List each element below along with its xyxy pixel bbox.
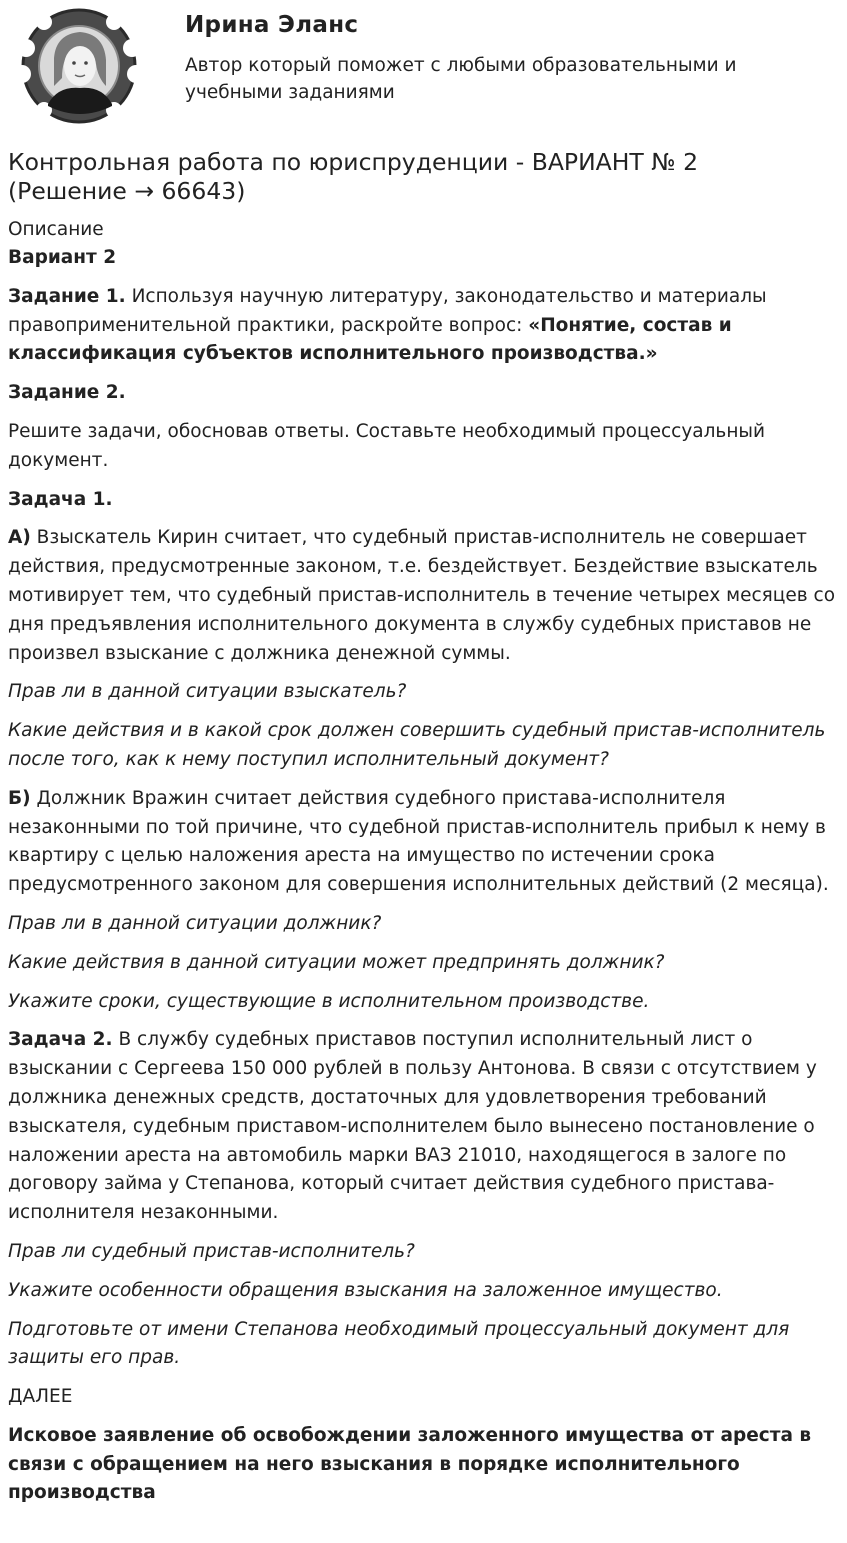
- problem-1-b-label: Б): [8, 787, 31, 809]
- problem-2-question-1: Прав ли судебный пристав-исполнитель?: [8, 1240, 415, 1262]
- problem-2-label: Задача 2.: [8, 1029, 113, 1051]
- problem-1-a-text: Взыскатель Кирин считает, что судебный пристав-исполнитель не совершает действия, предусмотренные законом, т.е. бездействует. Бездействие взыскатель мотивирует тем, что судебный пристав-исполнитель в течение четырех месяцев со дня предъявления исполнительного документа в службу судебных приставов не произвел взыскание с должника денежной суммы.: [8, 527, 836, 664]
- problem-2: [8, 1026, 840, 1228]
- film-reel-portrait-icon: [8, 8, 150, 126]
- author-name[interactable]: Ирина Эланс: [185, 12, 359, 38]
- title-line-1: Контрольная работа по юриспруденции - ВАРИАНТ № 2: [8, 148, 699, 176]
- author-card: [8, 8, 839, 130]
- task-1-label: Задание 1.: [8, 285, 126, 307]
- title-line-2: (Решение → 66643): [8, 177, 246, 205]
- problem-1-b-question-3: Укажите сроки, существующие в исполнительном производстве.: [8, 990, 650, 1012]
- next-label: ДАЛЕЕ: [8, 1386, 73, 1408]
- problem-2-question-3: Подготовьте от имени Степанова необходимый процессуальный документ для защиты его прав.: [8, 1318, 790, 1369]
- author-description: Автор который поможет с любыми образовательными и учебными заданиями: [185, 55, 737, 103]
- problem-1-b-question-2: Какие действия в данной ситуации может предпринять должник?: [8, 951, 665, 973]
- task-1: [8, 283, 840, 369]
- page-title: [8, 148, 828, 206]
- description-body: [8, 216, 840, 1518]
- task-2-label: Задание 2.: [8, 382, 126, 404]
- problem-1-b-text: Должник Вражин считает действия судебного пристава-исполнителя незаконными по той причине, что судебной пристав-исполнитель прибыл к нему в квартиру с целью наложения ареста на имущество по истечении срока предусмотренного законом для совершения исполнительных действий (2 месяца).: [8, 787, 829, 896]
- problem-1-b: [8, 785, 840, 900]
- task-1-topic: «Понятие, состав и классификация субъектов исполнительного производства.»: [8, 314, 732, 365]
- problem-1-a-question-1: Прав ли в данной ситуации взыскатель?: [8, 681, 407, 703]
- problem-1-a: [8, 524, 840, 668]
- problem-2-text: В службу судебных приставов поступил исполнительный лист о взыскании с Сергеева 150 000 рублей в пользу Антонова. В связи с отсутствием у должника денежных средств, достаточных для удовлетворения требований взыскателя, судебным приставом-исполнителем было вынесено постановление о наложении ареста на автомобиль марки ВАЗ 21010, находящегося в залоге по договору займа у Степанова, который считает действия судебного пристава-исполнителя незаконными.: [8, 1029, 817, 1224]
- description-label: Описание: [8, 219, 104, 240]
- variant-heading: Вариант 2: [8, 247, 117, 268]
- problem-1-a-label: А): [8, 527, 31, 549]
- problem-1-label: Задача 1.: [8, 488, 113, 510]
- task-1-text: Используя научную литературу, законодательство и материалы правоприменительной практики, раскройте вопрос:: [8, 285, 767, 336]
- task-2-text: Решите задачи, обосновав ответы. Составьте необходимый процессуальный документ.: [8, 420, 766, 471]
- problem-1-a-question-2: Какие действия и в какой срок должен совершить судебный пристав-исполнитель после того, как к нему поступил исполнительный документ?: [8, 720, 826, 770]
- problem-1-b-question-1: Прав ли в данной ситуации должник?: [8, 912, 382, 934]
- closing-statement: Исковое заявление об освобождении заложенного имущества от ареста в связи с обращением на него взыскания в порядке исполнительного производства: [8, 1424, 812, 1504]
- problem-2-question-2: Укажите особенности обращения взыскания на заложенное имущество.: [8, 1279, 723, 1301]
